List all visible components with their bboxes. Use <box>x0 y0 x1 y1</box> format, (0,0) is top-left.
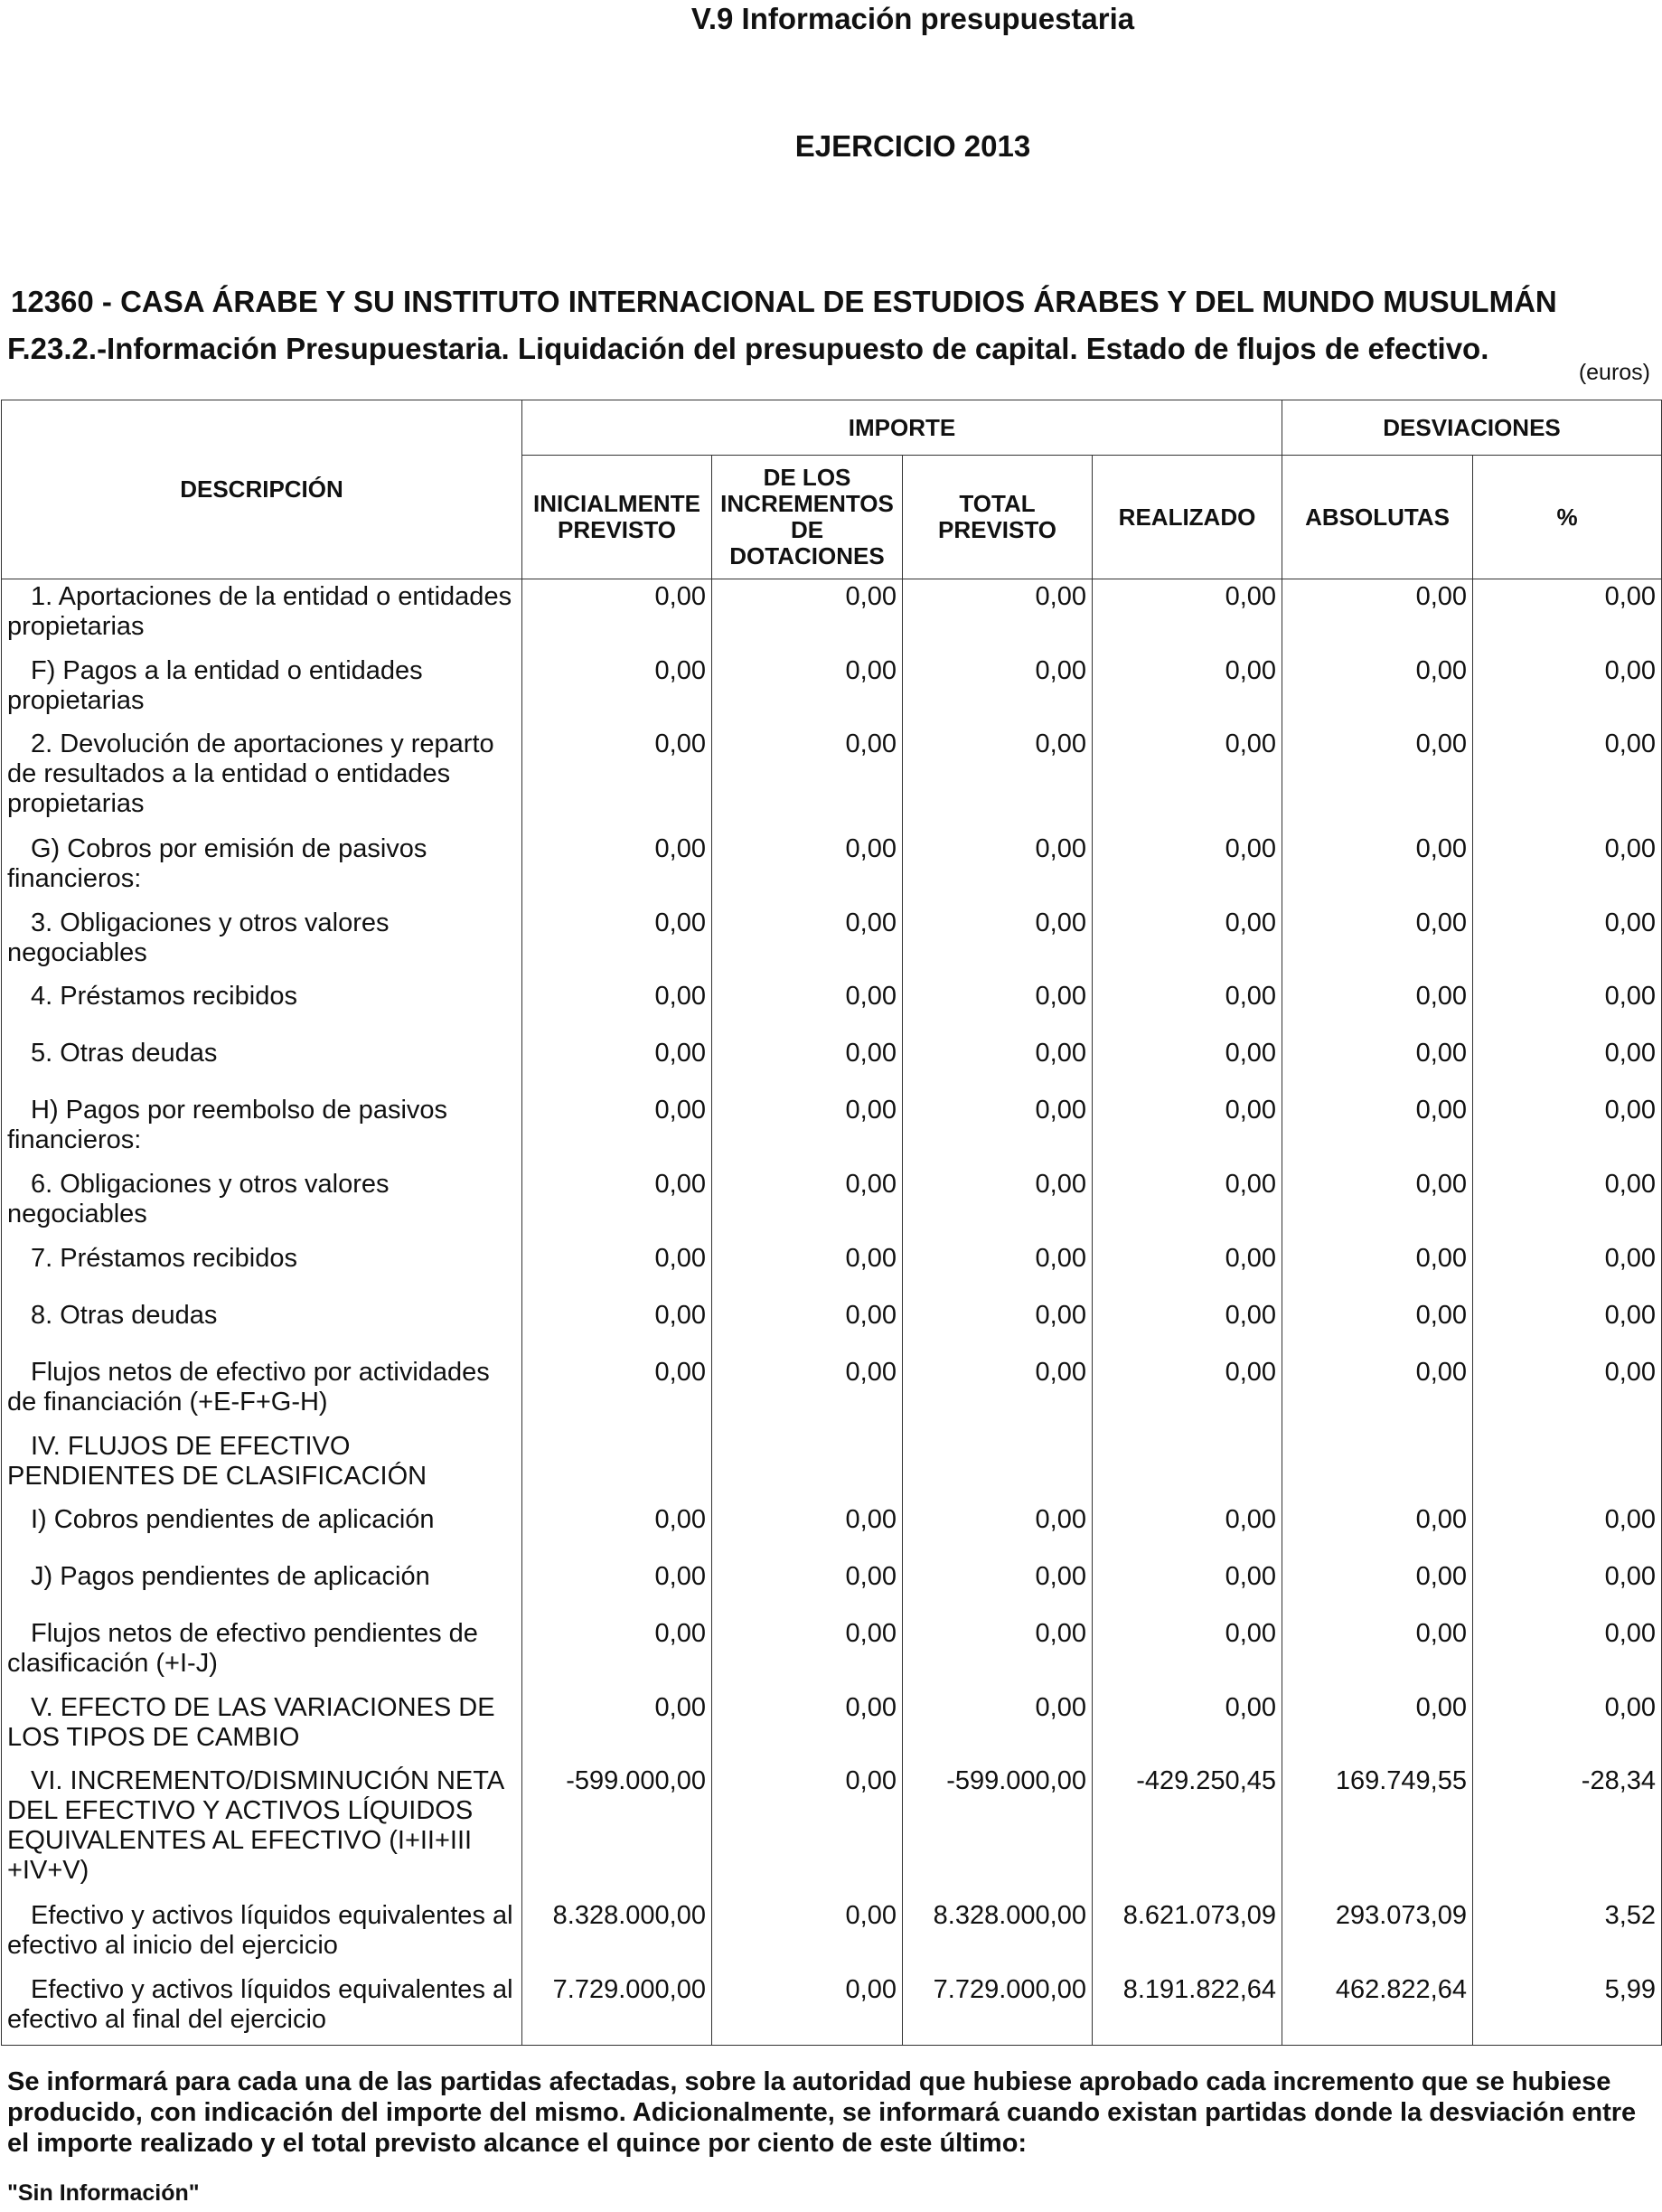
cell-inicialmente-previsto: 0,00 <box>522 1690 712 1764</box>
cash-flow-table <box>1 400 1662 2046</box>
cell-total-previsto: 0,00 <box>903 1616 1093 1690</box>
cell-inicialmente-previsto: 0,00 <box>522 1036 712 1093</box>
cell-incrementos: 0,00 <box>712 1298 903 1355</box>
table-row <box>2 1972 1662 2046</box>
cell-absolutas: 462.822,64 <box>1282 1972 1473 2046</box>
cell-incrementos: 0,00 <box>712 1241 903 1298</box>
table-row <box>2 1298 1662 1355</box>
table-row <box>2 1690 1662 1764</box>
table-row <box>2 1502 1662 1559</box>
cell-realizado: 0,00 <box>1093 1093 1282 1167</box>
cell-realizado: 0,00 <box>1093 1559 1282 1616</box>
cell-incrementos: 0,00 <box>712 1764 903 1898</box>
row-description: I) Cobros pendientes de aplicación <box>2 1502 522 1559</box>
cell-total-previsto: 0,00 <box>903 1690 1093 1764</box>
header-absolutas: ABSOLUTAS <box>1282 456 1473 579</box>
cell-absolutas: 0,00 <box>1282 1036 1473 1093</box>
cell-total-previsto: -599.000,00 <box>903 1764 1093 1898</box>
header-incrementos: DE LOS INCREMENTOS DE DOTACIONES <box>712 456 903 579</box>
cell-total-previsto: 7.729.000,00 <box>903 1972 1093 2046</box>
cell-absolutas: 0,00 <box>1282 1298 1473 1355</box>
table-row <box>2 654 1662 727</box>
cell-realizado: 0,00 <box>1093 1241 1282 1298</box>
table-row <box>2 1559 1662 1616</box>
cell-inicialmente-previsto: 0,00 <box>522 1355 712 1429</box>
cell-total-previsto: 0,00 <box>903 906 1093 979</box>
row-description: H) Pagos por reembolso de pasivos financieros: <box>2 1093 522 1167</box>
cell-incrementos: 0,00 <box>712 1167 903 1241</box>
cell-total-previsto: 0,00 <box>903 1559 1093 1616</box>
no-information-label: "Sin Información" <box>7 2180 200 2206</box>
cell-realizado: 0,00 <box>1093 906 1282 979</box>
cell-incrementos: 0,00 <box>712 1559 903 1616</box>
cell-absolutas: 0,00 <box>1282 1167 1473 1241</box>
row-description: Flujos netos de efectivo pendientes de clasificación (+I-J) <box>2 1616 522 1690</box>
table-row <box>2 1429 1662 1502</box>
cell-inicialmente-previsto: 7.729.000,00 <box>522 1972 712 2046</box>
cell-inicialmente-previsto: 0,00 <box>522 1298 712 1355</box>
cell-total-previsto: 0,00 <box>903 1167 1093 1241</box>
cell-realizado: 0,00 <box>1093 1616 1282 1690</box>
cell-absolutas: 0,00 <box>1282 832 1473 906</box>
table-row <box>2 1355 1662 1429</box>
header-importe: IMPORTE <box>522 400 1282 456</box>
cell-realizado: 0,00 <box>1093 579 1282 654</box>
cell-absolutas: 0,00 <box>1282 579 1473 654</box>
table-row <box>2 1093 1662 1167</box>
cell-inicialmente-previsto: 8.328.000,00 <box>522 1898 712 1972</box>
cell-realizado: -429.250,45 <box>1093 1764 1282 1898</box>
cell-porcentaje: 0,00 <box>1473 1559 1662 1616</box>
cell-realizado: 0,00 <box>1093 1502 1282 1559</box>
table-row <box>2 1036 1662 1093</box>
header-total-previsto: TOTAL PREVISTO <box>903 456 1093 579</box>
cell-realizado: 0,00 <box>1093 1355 1282 1429</box>
cell-inicialmente-previsto: 0,00 <box>522 1559 712 1616</box>
section-title: V.9 Información presupuestaria <box>690 2 1135 35</box>
row-description: 7. Préstamos recibidos <box>2 1241 522 1298</box>
cell-absolutas: 0,00 <box>1282 906 1473 979</box>
cell-realizado: 0,00 <box>1093 727 1282 832</box>
cell-realizado: 0,00 <box>1093 979 1282 1036</box>
cell-porcentaje: 0,00 <box>1473 579 1662 654</box>
cell-incrementos: 0,00 <box>712 1690 903 1764</box>
cell-absolutas: 0,00 <box>1282 1355 1473 1429</box>
cell-incrementos: 0,00 <box>712 832 903 906</box>
cell-inicialmente-previsto: 0,00 <box>522 906 712 979</box>
cell-total-previsto: 0,00 <box>903 1093 1093 1167</box>
cell-incrementos: 0,00 <box>712 654 903 727</box>
cell-total-previsto: 0,00 <box>903 727 1093 832</box>
cell-total-previsto: 0,00 <box>903 832 1093 906</box>
header-porcentaje: % <box>1473 456 1662 579</box>
cell-inicialmente-previsto: 0,00 <box>522 654 712 727</box>
table-row <box>2 579 1662 654</box>
cell-porcentaje: -28,34 <box>1473 1764 1662 1898</box>
table-row <box>2 1167 1662 1241</box>
cell-total-previsto: 8.328.000,00 <box>903 1898 1093 1972</box>
cell-inicialmente-previsto: 0,00 <box>522 1093 712 1167</box>
header-inicialmente-previsto: INICIALMENTE PREVISTO <box>522 456 712 579</box>
cell-incrementos: 0,00 <box>712 1898 903 1972</box>
row-description: V. EFECTO DE LAS VARIACIONES DE LOS TIPOS DE CAMBIO <box>2 1690 522 1764</box>
cell-total-previsto: 0,00 <box>903 979 1093 1036</box>
cell-inicialmente-previsto: 0,00 <box>522 727 712 832</box>
row-description: 3. Obligaciones y otros valores negociables <box>2 906 522 979</box>
cell-total-previsto: 0,00 <box>903 1502 1093 1559</box>
cell-porcentaje: 0,00 <box>1473 979 1662 1036</box>
cell-incrementos: 0,00 <box>712 1972 903 2046</box>
cell-porcentaje <box>1473 1429 1662 1502</box>
row-description: Flujos netos de efectivo por actividades de financiación (+E-F+G-H) <box>2 1355 522 1429</box>
cell-inicialmente-previsto: 0,00 <box>522 1241 712 1298</box>
row-description: 8. Otras deudas <box>2 1298 522 1355</box>
row-description: 1. Aportaciones de la entidad o entidades propietarias <box>2 579 522 654</box>
cell-porcentaje: 0,00 <box>1473 1036 1662 1093</box>
cell-inicialmente-previsto: 0,00 <box>522 1502 712 1559</box>
row-description: 5. Otras deudas <box>2 1036 522 1093</box>
cell-inicialmente-previsto: 0,00 <box>522 832 712 906</box>
cell-porcentaje: 0,00 <box>1473 1690 1662 1764</box>
row-description: Efectivo y activos líquidos equivalentes al efectivo al final del ejercicio <box>2 1972 522 2046</box>
cell-porcentaje: 0,00 <box>1473 1355 1662 1429</box>
cell-inicialmente-previsto: 0,00 <box>522 1167 712 1241</box>
cell-inicialmente-previsto: -599.000,00 <box>522 1764 712 1898</box>
cell-incrementos: 0,00 <box>712 1355 903 1429</box>
cell-porcentaje: 0,00 <box>1473 1616 1662 1690</box>
table-row <box>2 1241 1662 1298</box>
cell-incrementos: 0,00 <box>712 1616 903 1690</box>
cell-realizado: 8.191.822,64 <box>1093 1972 1282 2046</box>
cell-porcentaje: 0,00 <box>1473 832 1662 906</box>
cell-absolutas: 0,00 <box>1282 654 1473 727</box>
cell-absolutas: 0,00 <box>1282 1690 1473 1764</box>
table-row <box>2 1898 1662 1972</box>
cell-total-previsto: 0,00 <box>903 1241 1093 1298</box>
table-row <box>2 727 1662 832</box>
cell-realizado: 0,00 <box>1093 1167 1282 1241</box>
cell-incrementos: 0,00 <box>712 727 903 832</box>
row-description: IV. FLUJOS DE EFECTIVO PENDIENTES DE CLASIFICACIÓN <box>2 1429 522 1502</box>
form-title: F.23.2.-Información Presupuestaria. Liquidación del presupuesto de capital. Estado de flujos de efectivo. <box>7 332 1489 365</box>
cell-total-previsto: 0,00 <box>903 654 1093 727</box>
row-description: J) Pagos pendientes de aplicación <box>2 1559 522 1616</box>
cell-absolutas: 169.749,55 <box>1282 1764 1473 1898</box>
table-row <box>2 906 1662 979</box>
row-description: F) Pagos a la entidad o entidades propietarias <box>2 654 522 727</box>
cell-total-previsto: 0,00 <box>903 1036 1093 1093</box>
footer-note: Se informará para cada una de las partidas afectadas, sobre la autoridad que hubiese aprobado cada incremento que se hubiese producido, con indicación del importe del mismo. Adicionalmente, se informará cuando existan partidas donde la desviación entre el importe realizado y el total previsto alcance el quince por ciento de este último: <box>7 2067 1637 2158</box>
cell-inicialmente-previsto <box>522 1429 712 1502</box>
row-description: G) Cobros por emisión de pasivos financieros: <box>2 832 522 906</box>
cell-incrementos: 0,00 <box>712 1502 903 1559</box>
row-description: 2. Devolución de aportaciones y reparto de resultados a la entidad o entidades propietarias <box>2 727 522 832</box>
cell-realizado: 0,00 <box>1093 654 1282 727</box>
cell-total-previsto: 0,00 <box>903 1355 1093 1429</box>
cell-incrementos: 0,00 <box>712 906 903 979</box>
cell-porcentaje: 3,52 <box>1473 1898 1662 1972</box>
cell-realizado: 0,00 <box>1093 1298 1282 1355</box>
cell-inicialmente-previsto: 0,00 <box>522 1616 712 1690</box>
cell-porcentaje: 0,00 <box>1473 1502 1662 1559</box>
cell-realizado: 0,00 <box>1093 1036 1282 1093</box>
cell-porcentaje: 0,00 <box>1473 1241 1662 1298</box>
header-descripcion: DESCRIPCIÓN <box>2 400 522 579</box>
table-row <box>2 1616 1662 1690</box>
cell-absolutas: 0,00 <box>1282 1241 1473 1298</box>
cell-porcentaje: 0,00 <box>1473 1093 1662 1167</box>
cell-realizado: 0,00 <box>1093 832 1282 906</box>
cell-inicialmente-previsto: 0,00 <box>522 579 712 654</box>
cell-incrementos <box>712 1429 903 1502</box>
row-description: Efectivo y activos líquidos equivalentes al efectivo al inicio del ejercicio <box>2 1898 522 1972</box>
cell-total-previsto: 0,00 <box>903 579 1093 654</box>
cell-absolutas: 0,00 <box>1282 1502 1473 1559</box>
cell-porcentaje: 0,00 <box>1473 654 1662 727</box>
row-description: VI. INCREMENTO/DISMINUCIÓN NETA DEL EFECTIVO Y ACTIVOS LÍQUIDOS EQUIVALENTES AL EFECTIVO (I+II+III +IV+V) <box>2 1764 522 1898</box>
cell-total-previsto: 0,00 <box>903 1298 1093 1355</box>
cell-absolutas: 0,00 <box>1282 1093 1473 1167</box>
cell-total-previsto <box>903 1429 1093 1502</box>
cell-realizado: 0,00 <box>1093 1690 1282 1764</box>
cell-porcentaje: 0,00 <box>1473 1298 1662 1355</box>
cell-porcentaje: 0,00 <box>1473 727 1662 832</box>
cell-absolutas: 0,00 <box>1282 979 1473 1036</box>
fiscal-year-heading: EJERCICIO 2013 <box>794 129 1031 163</box>
cell-incrementos: 0,00 <box>712 579 903 654</box>
entity-heading: 12360 - CASA ÁRABE Y SU INSTITUTO INTERNACIONAL DE ESTUDIOS ÁRABES Y DEL MUNDO MUSULMÁN <box>11 285 1557 318</box>
cell-absolutas <box>1282 1429 1473 1502</box>
cell-absolutas: 0,00 <box>1282 1616 1473 1690</box>
cell-porcentaje: 0,00 <box>1473 1167 1662 1241</box>
row-description: 6. Obligaciones y otros valores negociables <box>2 1167 522 1241</box>
cell-incrementos: 0,00 <box>712 979 903 1036</box>
cell-absolutas: 293.073,09 <box>1282 1898 1473 1972</box>
cell-porcentaje: 5,99 <box>1473 1972 1662 2046</box>
table-row <box>2 1764 1662 1898</box>
cell-incrementos: 0,00 <box>712 1036 903 1093</box>
row-description: 4. Préstamos recibidos <box>2 979 522 1036</box>
table-body <box>2 579 1662 2046</box>
cell-realizado: 8.621.073,09 <box>1093 1898 1282 1972</box>
cell-incrementos: 0,00 <box>712 1093 903 1167</box>
table-row <box>2 979 1662 1036</box>
cell-realizado <box>1093 1429 1282 1502</box>
header-realizado: REALIZADO <box>1093 456 1282 579</box>
cell-absolutas: 0,00 <box>1282 727 1473 832</box>
units-label: (euros) <box>1578 360 1650 385</box>
table-row <box>2 832 1662 906</box>
header-desviaciones: DESVIACIONES <box>1282 400 1662 456</box>
cell-absolutas: 0,00 <box>1282 1559 1473 1616</box>
cell-inicialmente-previsto: 0,00 <box>522 979 712 1036</box>
cell-porcentaje: 0,00 <box>1473 906 1662 979</box>
